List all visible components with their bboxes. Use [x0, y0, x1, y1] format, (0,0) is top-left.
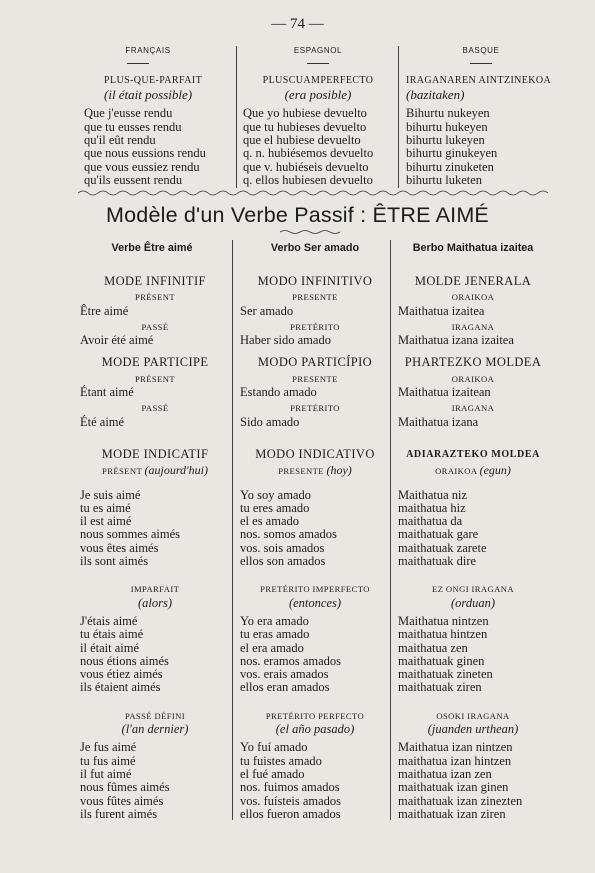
form-line: tu fuistes amado: [240, 753, 322, 768]
form-line: bihurtu lukeyen: [406, 133, 485, 148]
column-divider: [390, 240, 391, 820]
form-line: Ser amado: [240, 303, 294, 318]
top-column-spanish: [243, 44, 393, 188]
form-line: nos. fuimos amados: [240, 780, 340, 795]
form-line: Maithatua niz: [398, 487, 468, 502]
form-line: bihurtu ginukeyen: [406, 146, 498, 161]
form-line: maithatuak izan ginen: [398, 780, 509, 795]
form-line: Être aimé: [80, 303, 129, 318]
tense-label: EZ ONGI IRAGANA: [432, 584, 514, 595]
tense-label: ORAIKOA (egun): [435, 463, 511, 478]
form-line: que tu hubieses devuelto: [243, 119, 367, 134]
form-line: Que yo hubiese devuelto: [243, 106, 367, 121]
form-line: q. n. hubiésemos devuelto: [243, 146, 374, 161]
form-line: Estando amado: [240, 385, 317, 400]
form-line: Yo era amado: [240, 613, 309, 628]
tense-label: PASSÉ DÉFINI: [124, 710, 186, 721]
tense-name: IRAGANAREN AINTZINEKOA: [406, 75, 552, 87]
form-line: maithatua izan hintzen: [398, 753, 512, 768]
form-line: vos. sois amados: [240, 540, 325, 555]
form-line: Maithatua izaitean: [398, 385, 491, 400]
mode-heading: MODE INFINITIF: [104, 274, 206, 288]
form-line: vous fûtes aimés: [80, 793, 164, 808]
tense-label: ORAIKOA: [451, 373, 495, 384]
form-line: que v. hubiéseis devuelto: [243, 159, 369, 174]
form-line: nos. somos amados: [240, 527, 337, 542]
tense-gloss: (alors): [137, 595, 173, 610]
form-line: Je suis aimé: [80, 487, 141, 502]
form-line: bihurtu luketen: [406, 173, 483, 188]
column-header-basque: BASQUE: [462, 46, 500, 55]
form-line: maithatuak ginen: [398, 653, 485, 668]
tense-label: PRESENTE: [292, 292, 338, 303]
form-line: ils étaient aimés: [80, 680, 161, 695]
form-line: Maithatua izana izaitea: [398, 333, 514, 348]
form-line: ellos fueron amados: [240, 806, 341, 821]
form-line: vous êtes aimés: [80, 540, 159, 555]
form-line: bihurtu hukeyen: [406, 119, 488, 134]
form-line: bihurtu zinuketen: [406, 159, 494, 174]
tense-label: PASSÉ: [141, 321, 169, 332]
tense-label: IMPARFAIT: [130, 584, 180, 595]
tense-name: PLUSCUAMPERFECTO: [262, 75, 374, 87]
page-number: — 74 —: [271, 16, 324, 32]
form-line: maithatuak zineten: [398, 667, 493, 682]
title-ornament: [280, 228, 340, 236]
header-rule: [127, 63, 149, 64]
form-line: ils sont aimés: [80, 554, 149, 569]
form-line: vous étiez aimés: [80, 667, 163, 682]
tense-gloss: (l'an dernier): [121, 722, 189, 737]
mode-heading: MODO INFINITIVO: [257, 274, 373, 288]
form-line: maithatuak izan ziren: [398, 806, 506, 821]
form-line: qu'il eût rendu: [84, 133, 156, 148]
tense-gloss: (orduan): [451, 595, 495, 610]
form-line: que vous eussiez rendu: [84, 159, 200, 174]
form-line: Je fus aimé: [80, 740, 137, 755]
form-line: Bihurtu nukeyen: [406, 106, 490, 121]
form-line: nous étions aimés: [80, 653, 169, 668]
passive-column-french: [80, 240, 230, 821]
form-line: tu eres amado: [240, 500, 310, 515]
tense-label: ORAIKOA: [451, 292, 495, 303]
form-line: nos. eramos amados: [240, 653, 342, 668]
tense-gloss: (juanden urthean): [427, 722, 519, 737]
mode-heading: MODO INDICATIVO: [255, 446, 375, 461]
tense-label: PRETÉRITO PERFECTO: [265, 710, 365, 721]
form-line: ils furent aimés: [80, 806, 158, 821]
form-line: maithatuak zarete: [398, 540, 487, 555]
form-line: il fut aimé: [80, 766, 132, 781]
tense-label: PRÉSENT: [134, 292, 176, 303]
section-title: Modèle d'un Verbe Passif : ÊTRE AIMÉ: [106, 203, 489, 227]
form-line: maithatua da: [398, 514, 463, 529]
tense-label: IRAGANA: [451, 403, 495, 414]
mode-heading: MODO PARTICÍPIO: [257, 355, 373, 370]
mode-heading: MOLDE JENERALA: [414, 274, 532, 288]
top-column-basque: [406, 44, 556, 188]
form-line: nous sommes aimés: [80, 527, 180, 542]
form-line: Maithatua izan nintzen: [398, 740, 513, 755]
form-line: Maithatua izana: [398, 414, 479, 429]
form-line: tu fus aimé: [80, 753, 136, 768]
form-line: Yo fuí amado: [240, 740, 308, 755]
header-rule: [470, 63, 492, 64]
form-line: Avoir été aimé: [80, 333, 154, 348]
tense-label: PASSÉ: [141, 403, 169, 414]
column-header: Verbo Ser amado: [270, 242, 360, 254]
column-header: Berbo Maithatua izaitea: [412, 242, 534, 254]
form-line: Maithatua izaitea: [398, 303, 485, 318]
column-divider: [236, 46, 237, 188]
form-line: el era amado: [240, 640, 304, 655]
form-line: que nous eussions rendu: [84, 146, 206, 161]
tense-gloss: (bazitaken): [406, 86, 465, 102]
tense-label: PRETÉRITO: [290, 321, 340, 332]
form-line: maithatuak dire: [398, 554, 477, 569]
tense-label: PRÉSENT (aujourd'hui): [102, 463, 208, 478]
column-divider: [232, 240, 233, 820]
mode-heading: MODE PARTICIPE: [101, 355, 209, 370]
wavy-divider: [78, 188, 548, 198]
form-line: ellos son amados: [240, 554, 326, 569]
form-line: tu eras amado: [240, 627, 310, 642]
form-line: maithatua izan zen: [398, 766, 492, 781]
form-line: Haber sido amado: [240, 333, 331, 348]
form-line: J'étais aimé: [80, 613, 138, 628]
mode-heading: PHARTEZKO MOLDEA: [404, 355, 542, 370]
form-line: nous fûmes aimés: [80, 780, 170, 795]
form-line: Étant aimé: [80, 385, 134, 400]
form-line: que tu eusses rendu: [84, 119, 182, 134]
top-column-french: [84, 44, 234, 188]
form-line: Été aimé: [80, 414, 125, 429]
form-line: Yo soy amado: [240, 487, 311, 502]
form-line: ellos eran amados: [240, 680, 330, 695]
form-line: que el hubiese devuelto: [243, 133, 361, 148]
tense-label: PRESENTE: [292, 373, 338, 384]
form-line: el es amado: [240, 514, 300, 529]
form-line: qu'ils eussent rendu: [84, 173, 183, 188]
header-rule: [307, 63, 329, 64]
form-line: Maithatua nintzen: [398, 613, 489, 628]
form-line: tu étais aimé: [80, 627, 144, 642]
tense-label: PRETÉRITO: [290, 403, 340, 414]
form-line: q. ellos hubiesen devuelto: [243, 173, 373, 188]
form-line: vos. erais amados: [240, 667, 329, 682]
form-line: il est aimé: [80, 514, 132, 529]
tense-name: PLUS-QUE-PARFAIT: [104, 75, 203, 87]
passive-column-spanish: [240, 240, 390, 821]
tense-label: PRESENTE (hoy): [278, 463, 352, 478]
form-line: el fué amado: [240, 766, 305, 781]
form-line: il était aimé: [80, 640, 140, 655]
tense-gloss: (il était possible): [104, 86, 193, 102]
mode-heading: ADIARAZTEKO MOLDEA: [406, 448, 540, 460]
tense-label: PRÉSENT: [134, 373, 176, 384]
form-line: vos. fuísteis amados: [240, 793, 342, 808]
tense-label: IRAGANA: [451, 321, 495, 332]
tense-gloss: (el año pasado): [275, 722, 355, 737]
passive-column-basque: [398, 240, 548, 821]
mode-heading: MODE INDICATIF: [101, 446, 209, 461]
tense-gloss: (entonces): [288, 595, 342, 610]
form-line: maithatuak ziren: [398, 680, 482, 695]
form-line: maithatuak gare: [398, 527, 479, 542]
form-line: tu es aimé: [80, 500, 131, 515]
tense-label: PRETÉRITO IMPERFECTO: [260, 584, 370, 595]
tense-gloss: (era posible): [284, 86, 352, 102]
form-line: maithatuak izan zinezten: [398, 793, 523, 808]
form-line: maithatua hiz: [398, 500, 466, 515]
form-line: Sido amado: [240, 414, 300, 429]
column-header-french: FRANÇAIS: [125, 46, 171, 55]
tense-label: OSOKI IRAGANA: [436, 710, 510, 721]
form-line: maithatua zen: [398, 640, 468, 655]
form-line: Que j'eusse rendu: [84, 106, 173, 121]
column-divider: [398, 46, 399, 188]
column-header-spanish: ESPAGNOL: [293, 46, 343, 55]
column-header: Verbe Être aimé: [111, 242, 193, 254]
form-line: maithatua hintzen: [398, 627, 488, 642]
